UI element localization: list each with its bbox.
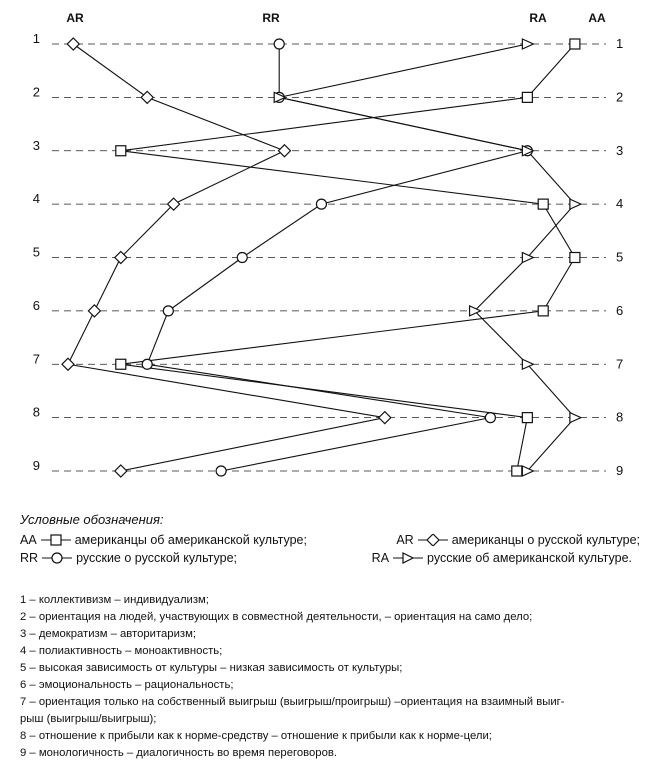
legend-entry-rr xyxy=(20,551,237,565)
diamond-marker-icon xyxy=(418,534,448,546)
data-point-ar xyxy=(115,465,127,477)
legend-key-aa: AA xyxy=(20,533,37,547)
data-point-ar xyxy=(278,145,290,157)
note-item: 6 – эмоциональность – рациональность; xyxy=(20,679,234,691)
note-item: 4 – полиактивность – моноактивность; xyxy=(20,645,223,657)
row-label-left: 9 xyxy=(32,458,40,473)
triangle-marker-icon xyxy=(393,552,423,564)
row-label-right: 6 xyxy=(616,302,624,318)
legend-row-1 xyxy=(20,533,640,547)
data-point-ar xyxy=(67,38,79,50)
row-label-right: 2 xyxy=(616,89,624,105)
series-line-rr xyxy=(147,44,527,471)
note-item: 1 – коллективизм – индивидуализм; xyxy=(20,594,209,606)
data-point-ra xyxy=(522,359,533,369)
data-point-ra xyxy=(570,199,581,209)
legend-entry-aa xyxy=(20,533,307,547)
note-item: 3 – демократизм – авторитаризм; xyxy=(20,628,196,640)
row-label-right: 9 xyxy=(616,463,624,478)
row-label-left: 2 xyxy=(32,84,40,100)
data-point-aa xyxy=(512,466,522,476)
legend-entry-ar xyxy=(396,533,640,547)
data-point-aa xyxy=(570,253,580,263)
legend-text-aa: американцы об американской культуре; xyxy=(74,533,307,547)
row-label-left: 3 xyxy=(32,137,40,153)
legend-row-2 xyxy=(20,551,640,565)
data-point-ra xyxy=(522,466,533,476)
data-point-aa xyxy=(116,359,126,369)
legend-entry-ra xyxy=(372,551,632,565)
column-header-aa: AA xyxy=(588,11,606,25)
data-point-rr xyxy=(274,39,284,49)
data-point-ar xyxy=(62,358,74,370)
row-label-right: 8 xyxy=(616,409,624,425)
row-label-left: 4 xyxy=(32,191,40,207)
legend-key-ar: AR xyxy=(396,533,414,547)
data-point-rr xyxy=(237,253,247,263)
note-item: 5 – высокая зависимость от культуры – низкая зависимость от культуры; xyxy=(20,662,403,674)
row-label-left: 7 xyxy=(32,351,40,367)
data-point-aa xyxy=(538,306,548,316)
row-label-right: 4 xyxy=(616,196,624,212)
data-point-aa xyxy=(522,92,532,102)
data-point-aa xyxy=(522,413,532,423)
row-label-right: 5 xyxy=(616,249,624,265)
legend-text-ar: американцы о русской культуре; xyxy=(451,533,640,547)
data-point-ra xyxy=(470,306,481,316)
data-point-rr xyxy=(485,413,495,423)
data-point-ar xyxy=(88,305,100,317)
row-label-left: 5 xyxy=(32,244,40,260)
data-point-aa xyxy=(570,39,580,49)
circle-marker-icon xyxy=(42,552,72,564)
legend-text-rr: русские о русской культуре; xyxy=(76,551,237,565)
note-item: 7 – ориентация только на собственный выигрыш (выигрыш/проигрыш) –ориентация на взаимный выиг- xyxy=(20,696,565,708)
row-label-right: 1 xyxy=(616,36,624,51)
data-point-aa xyxy=(116,146,126,156)
data-point-rr xyxy=(216,466,226,476)
row-label-left: 8 xyxy=(32,404,40,420)
legend-title: Условные обозначения: xyxy=(20,512,164,527)
legend xyxy=(20,512,640,569)
row-label-left: 1 xyxy=(32,31,40,46)
data-point-ra xyxy=(522,39,533,49)
data-point-aa xyxy=(538,199,548,209)
note-item: рыш (выигрыш/выигрыш); xyxy=(20,713,157,725)
legend-key-rr: RR xyxy=(20,551,39,565)
square-marker-icon xyxy=(41,534,71,546)
data-point-ra xyxy=(522,253,533,263)
column-header-ar: AR xyxy=(66,11,84,25)
row-label-left: 6 xyxy=(32,297,40,313)
data-point-ar xyxy=(379,412,391,424)
data-point-rr xyxy=(142,359,152,369)
note-item: 9 – монологичность – диалогичность во время переговоров. xyxy=(20,747,338,759)
data-point-ar xyxy=(141,91,153,103)
data-point-ra xyxy=(570,413,581,423)
legend-key-ra: RA xyxy=(371,551,390,565)
notes-list xyxy=(20,592,635,762)
note-item: 8 – отношение к прибыли как к норме-средству – отношение к прибыли как к норме-цели; xyxy=(20,730,492,742)
row-label-right: 3 xyxy=(616,142,624,158)
column-header-ra: RA xyxy=(529,11,547,25)
legend-text-ra: русские об американской культуре. xyxy=(427,551,632,565)
column-header-rr: RR xyxy=(262,11,280,25)
row-label-right: 7 xyxy=(616,356,624,372)
note-item: 2 – ориентация на людей, участвующих в совместной деятельности, – ориентация на само дело; xyxy=(20,611,533,623)
data-point-rr xyxy=(316,199,326,209)
data-point-rr xyxy=(163,306,173,316)
